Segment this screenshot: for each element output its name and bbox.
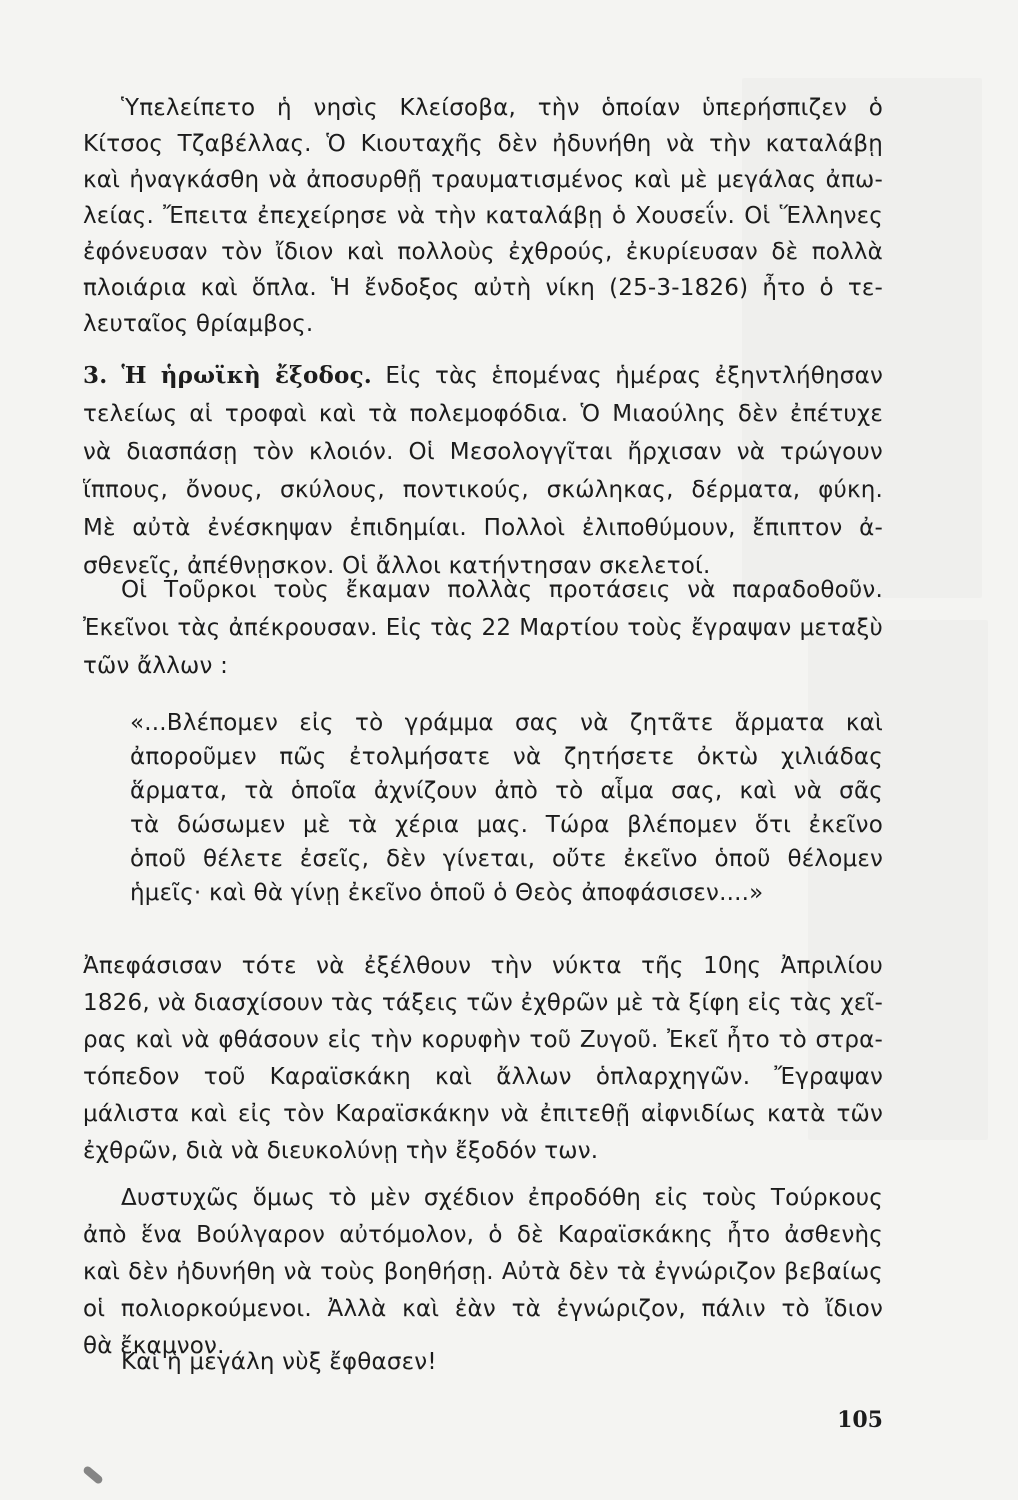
text-line: τόπεδον τοῦ Καραϊσκάκη καὶ ἄλλων ὁπλαρχηγῶν. Ἔγραψαν [83,1064,883,1090]
text-line: θὰ ἔκαμνον. [83,1333,225,1359]
quote-line: ὁποῦ θέλετε ἐσεῖς, δὲν γίνεται, οὔτε ἐκεῖνο ὁποῦ θέλομεν [130,846,883,872]
text-line: λείας. Ἔπειτα ἐπεχείρησε νὰ τὴν καταλάβῃ ὁ Χουσεΐν. Οἱ Ἕλληνες [83,203,883,229]
quote-line: τὰ δώσωμεν μὲ τὰ χέρια μας. Τώρα βλέπομεν ὅτι ἐκεῖνο [130,812,883,838]
text-line: ἀπὸ ἕνα Βούλγαρον αὐτόμολον, ὁ δὲ Καραϊσκάκης ἦτο ἀσθενὴς [83,1222,883,1248]
text-line: Οἱ Τοῦρκοι τοὺς ἔκαμαν πολλὰς προτάσεις νὰ παραδοθοῦν. [121,577,883,603]
section-first-line-rest: Εἰς τὰς ἑπομένας ἡμέρας ἐξηντλήθησαν [385,363,883,389]
text-line: καὶ ἠναγκάσθη νὰ ἀποσυρθῇ τραυματισμένος καὶ μὲ μεγάλας ἀπω- [83,167,883,193]
text-line: Δυστυχῶς ὅμως τὸ μὲν σχέδιον ἐπροδόθη εἰς τοὺς Τούρκους [121,1185,883,1211]
text-line: Ἀπεφάσισαν τότε νὰ ἐξέλθουν τὴν νύκτα τῆς 10ης Ἀπριλίου [83,953,883,979]
section-first-line [83,356,883,396]
text-line: ἐφόνευσαν τὸν ἴδιον καὶ πολλοὺς ἐχθρούς, ἐκυρίευσαν δὲ πολλὰ [83,239,883,265]
text-line: καὶ δὲν ἠδυνήθη νὰ τοὺς βοηθήσῃ. Αὐτὰ δὲν τὰ ἐγνώριζον βεβαίως [83,1259,883,1285]
text-line: 1826, νὰ διασχίσουν τὰς τάξεις τῶν ἐχθρῶν μὲ τὰ ξίφη εἰς τὰς χεῖ- [83,990,883,1016]
text-line: τελείως αἱ τροφαὶ καὶ τὰ πολεμοφόδια. Ὁ Μιαούλης δὲν ἐπέτυχε [83,401,883,427]
quote-line: ἀποροῦμεν πῶς ἐτολμήσατε νὰ ζητήσετε ὀκτὼ χιλιάδας [130,744,883,770]
text-line: Μὲ αὐτὰ ἐνέσκηψαν ἐπιδημίαι. Πολλοὶ ἐλιποθύμουν, ἔπιπτον ἀ- [83,515,883,541]
text-line: Καὶ ἡ μεγάλη νὺξ ἔφθασεν! [121,1349,437,1375]
text-line: τῶν ἄλλων : [83,653,229,679]
text-line: μάλιστα καὶ εἰς τὸν Καραϊσκάκην νὰ ἐπιτεθῇ αἰφνιδίως κατὰ τῶν [83,1101,883,1127]
text-line: Ἐκεῖνοι τὰς ἀπέκρουσαν. Εἰς τὰς 22 Μαρτίου τοὺς ἔγραψαν μεταξὺ [83,615,883,641]
text-line: οἱ πολιορκούμενοι. Ἀλλὰ καὶ ἐὰν τὰ ἐγνώριζον, πάλιν τὸ ἴδιον [83,1296,883,1322]
text-line: Ὑπελείπετο ἡ νησὶς Κλείσοβα, τὴν ὁποίαν ὑπερήσπιζεν ὁ [121,95,883,121]
text-line: ἐχθρῶν, διὰ νὰ διευκολύνῃ τὴν ἔξοδόν των. [83,1138,599,1164]
text-line: νὰ διασπάσῃ τὸν κλοιόν. Οἱ Μεσολογγῖται ἤρχισαν νὰ τρώγουν [83,439,883,465]
quote-line: ἡμεῖς· καὶ θὰ γίνῃ ἐκεῖνο ὁποῦ ὁ Θεὸς ἀποφάσισεν....» [130,880,764,906]
text-line: Κίτσος Τζαβέλλας. Ὁ Κιουταχῆς δὲν ἠδυνήθη νὰ τὴν καταλάβῃ [83,131,883,157]
text-line: ρας καὶ νὰ φθάσουν εἰς τὴν κορυφὴν τοῦ Ζυγοῦ. Ἐκεῖ ἦτο τὸ στρα- [83,1027,883,1053]
text-line: λευταῖος θρίαμβος. [83,311,314,337]
text-line: ἵππους, ὄνους, σκύλους, ποντικούς, σκώληκας, δέρματα, φύκη. [83,477,883,503]
page-number: 105 [837,1407,883,1433]
scan-speck [82,1465,104,1485]
quote-line: ἅρματα, τὰ ὁποῖα ἀχνίζουν ἀπὸ τὸ αἷμα σας, καὶ νὰ σᾶς [130,778,883,804]
quote-line: «...Βλέπομεν εἰς τὸ γράμμα σας νὰ ζητᾶτε ἅρματα καὶ [130,710,883,736]
text-line: σθενεῖς, ἀπέθνῃσκον. Οἱ ἄλλοι κατήντησαν σκελετοί. [83,553,711,579]
section-heading: 3. Ἡ ἡρωϊκὴ ἔξοδος. [83,362,373,389]
text-line: πλοιάρια καὶ ὅπλα. Ἡ ἔνδοξος αὐτὴ νίκη (25-3-1826) ἦτο ὁ τε- [83,275,883,301]
